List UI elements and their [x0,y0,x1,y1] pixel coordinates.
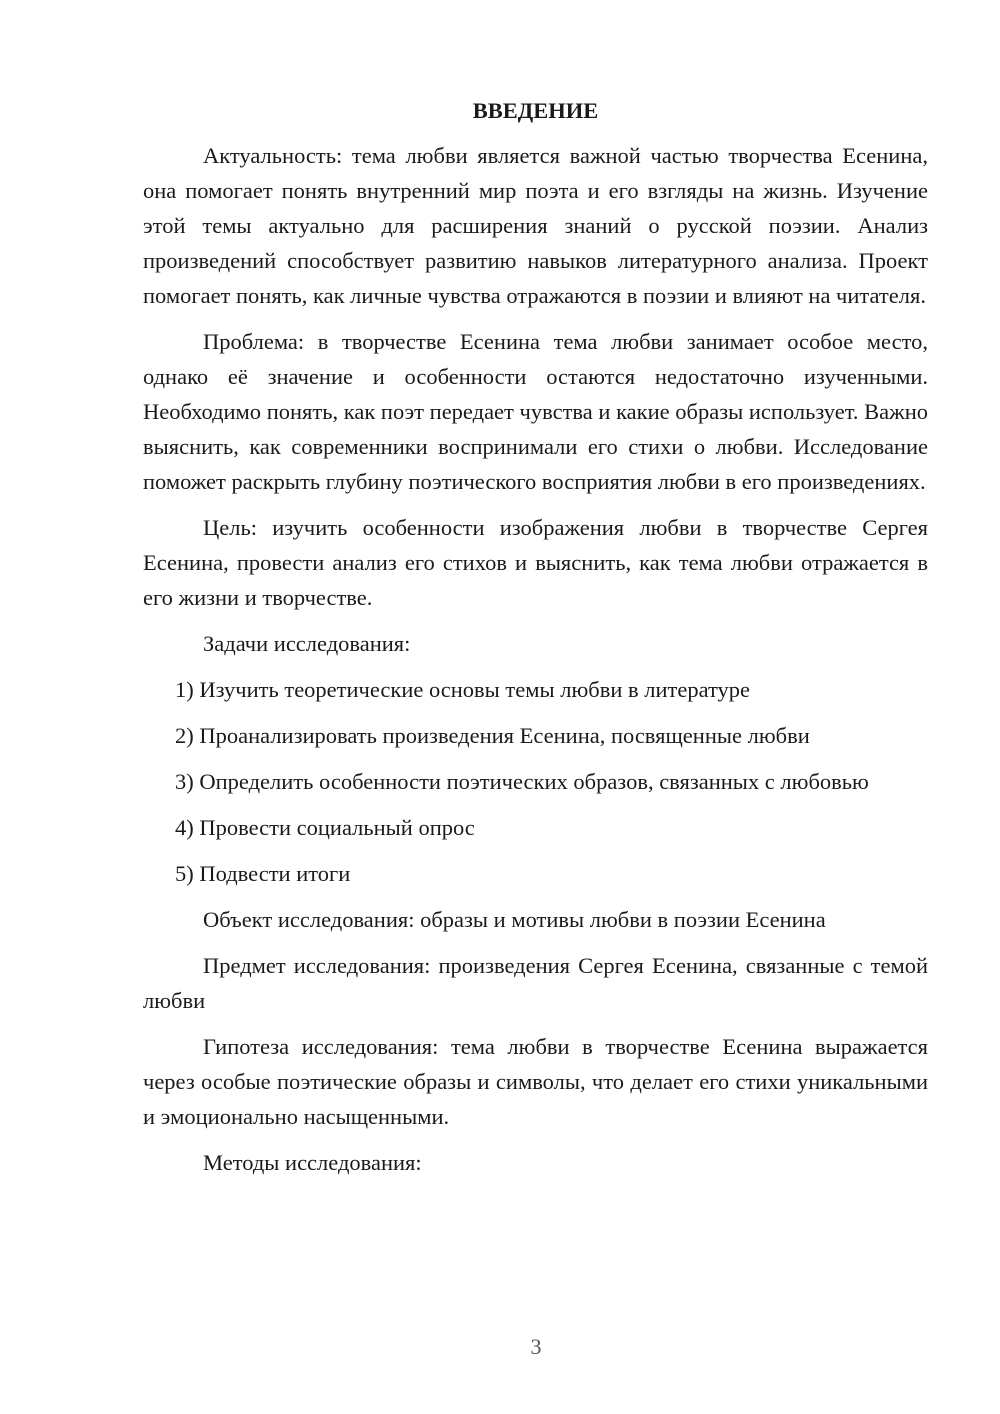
task-item: 1) Изучить теоретические основы темы любви в литературе [175,677,751,702]
subject-paragraph: Предмет исследования: произведения Сергея Есенина, связанные с темой любви [143,953,928,1013]
problem-paragraph: Проблема: в творчестве Есенина тема любви занимает особое место, однако её значение и особенности остаются недостаточно изученными. Необходимо понять, как поэт передает чувства и какие образы использует. Важно выяснить, как современники воспринимали его стихи о любви. Исследование поможет раскрыть глубину поэтического восприятия любви в его произведениях. [143,329,928,494]
methods-title: Методы исследования: [203,1150,422,1175]
goal-paragraph: Цель: изучить особенности изображения любви в творчестве Сергея Есенина, провести анализ его стихов и выяснить, как тема любви отражается в его жизни и творчестве. [143,515,928,610]
task-item: 4) Провести социальный опрос [175,815,475,840]
document-page [143,96,928,1191]
object-paragraph: Объект исследования: образы и мотивы любви в поэзии Есенина [203,907,826,932]
task-item: 2) Проанализировать произведения Есенина, посвященные любви [175,723,810,748]
section-heading: ВВЕДЕНИЕ [472,98,599,123]
tasks-list [143,672,928,891]
task-item: 3) Определить особенности поэтических образов, связанных с любовью [175,769,869,794]
hypothesis-paragraph: Гипотеза исследования: тема любви в творчестве Есенина выражается через особые поэтические образы и символы, что делает его стихи уникальными и эмоционально насыщенными. [143,1034,928,1129]
tasks-title: Задачи исследования: [203,631,411,656]
page-number: 3 [530,1334,542,1359]
relevance-paragraph: Актуальность: тема любви является важной частью творчества Есенина, она помогает понять внутренний мир поэта и его взгляды на жизнь. Изучение этой темы актуально для расширения знаний о русской поэзии. Анализ произведений способствует развитию навыков литературного анализа. Проект помогает понять, как личные чувства отражаются в поэзии и влияют на читателя. [143,143,928,308]
task-item: 5) Подвести итоги [175,861,351,886]
